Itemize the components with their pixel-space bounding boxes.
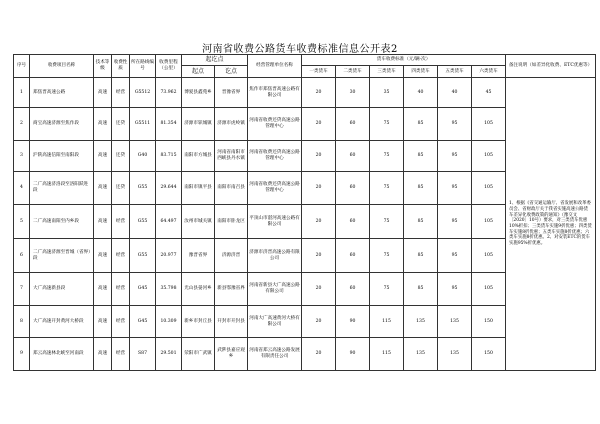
cell-seq: 1 bbox=[14, 78, 30, 108]
cell-name: 大广高速开封黄河大桥段 bbox=[30, 306, 94, 338]
header-cls3: 三类货车 bbox=[370, 66, 404, 78]
cell-cls1: 20 bbox=[302, 172, 336, 205]
cell-cls1: 20 bbox=[302, 108, 336, 141]
cell-nature: 经营 bbox=[112, 306, 130, 338]
cell-seq: 5 bbox=[14, 205, 30, 239]
cell-mileage: 81.354 bbox=[156, 108, 182, 141]
cell-cls3: 75 bbox=[370, 141, 404, 172]
cell-mileage: 35.798 bbox=[156, 273, 182, 306]
cell-start: 汝州市城关镇 bbox=[182, 205, 215, 239]
cell-mileage: 64.497 bbox=[156, 205, 182, 239]
cell-cls3: 75 bbox=[370, 239, 404, 273]
cell-cls4: 85 bbox=[404, 108, 438, 141]
cell-cls6: 105 bbox=[472, 239, 506, 273]
cell-cls1: 20 bbox=[302, 273, 336, 306]
cell-start: 新乡市封丘县 bbox=[182, 306, 215, 338]
cell-cls5: 95 bbox=[438, 273, 472, 306]
header-standard: 货车收费标准（元/辆·次） bbox=[302, 55, 506, 66]
header-tech: 技术等级 bbox=[94, 55, 112, 78]
cell-cls1: 20 bbox=[302, 78, 336, 108]
cell-operator: 河南大广高速黄河大桥有限公司 bbox=[248, 306, 302, 338]
cell-seq: 6 bbox=[14, 239, 30, 273]
cell-operator: 焦作市郑焦晋高速公路有限公司 bbox=[248, 78, 302, 108]
header-cls1: 一类货车 bbox=[302, 66, 336, 78]
cell-cls4: 135 bbox=[404, 306, 438, 338]
cell-route: G55 bbox=[130, 172, 156, 205]
cell-start: 荥阳市广武镇 bbox=[182, 338, 215, 371]
cell-route: S87 bbox=[130, 338, 156, 371]
cell-cls1: 20 bbox=[302, 205, 336, 239]
cell-cls6: 105 bbox=[472, 172, 506, 205]
cell-cls2: 60 bbox=[336, 205, 370, 239]
cell-end: 晋豫省界 bbox=[215, 78, 248, 108]
table-row bbox=[14, 78, 596, 108]
cell-nature: 还贷 bbox=[112, 141, 130, 172]
cell-end: 河南省南阳市西峡县丹水镇 bbox=[215, 141, 248, 172]
cell-name: 大广高速新县段 bbox=[30, 273, 94, 306]
cell-cls1: 20 bbox=[302, 338, 336, 371]
cell-mileage: 10.309 bbox=[156, 306, 182, 338]
header-mileage: 收费里程（公里） bbox=[156, 55, 182, 78]
cell-cls5: 95 bbox=[438, 108, 472, 141]
cell-cls5: 95 bbox=[438, 205, 472, 239]
cell-cls6: 150 bbox=[472, 306, 506, 338]
cell-nature: 经营 bbox=[112, 338, 130, 371]
cell-cls5: 135 bbox=[438, 306, 472, 338]
cell-cls3: 75 bbox=[370, 273, 404, 306]
cell-cls2: 60 bbox=[336, 239, 370, 273]
header-end: 讫点 bbox=[215, 66, 248, 78]
cell-seq: 7 bbox=[14, 273, 30, 306]
cell-start: 豫晋省界 bbox=[182, 239, 215, 273]
cell-cls5: 40 bbox=[438, 78, 472, 108]
cell-operator: 河南省郑云高速公路发展有限责任公司 bbox=[248, 338, 302, 371]
cell-route: G5512 bbox=[130, 78, 156, 108]
cell-name: 二广高速济源至晋城（省界）段 bbox=[30, 239, 94, 273]
cell-mileage: 83.715 bbox=[156, 141, 182, 172]
cell-cls2: 60 bbox=[336, 172, 370, 205]
cell-cls5: 135 bbox=[438, 338, 472, 371]
cell-cls5: 95 bbox=[438, 239, 472, 273]
cell-cls1: 20 bbox=[302, 141, 336, 172]
cell-cls4: 85 bbox=[404, 205, 438, 239]
cell-cls3: 75 bbox=[370, 205, 404, 239]
cell-seq: 8 bbox=[14, 306, 30, 338]
cell-cls6: 105 bbox=[472, 205, 506, 239]
cell-operator: 河南省新县大广高速公路有限公司 bbox=[248, 273, 302, 306]
cell-operator: 河南省收费还贷高速公路管理中心 bbox=[248, 141, 302, 172]
cell-end: 南阳市南召县 bbox=[215, 172, 248, 205]
cell-cls3: 75 bbox=[370, 108, 404, 141]
header-cls2: 二类货车 bbox=[336, 66, 370, 78]
cell-mileage: 29.501 bbox=[156, 338, 182, 371]
cell-cls2: 90 bbox=[336, 306, 370, 338]
header-remark: 备注说明（如差异化收费、ETC优惠等） bbox=[506, 55, 596, 78]
cell-cls2: 60 bbox=[336, 108, 370, 141]
cell-end: 新县鄂豫省界 bbox=[215, 273, 248, 306]
cell-cls2: 90 bbox=[336, 338, 370, 371]
cell-cls5: 95 bbox=[438, 141, 472, 172]
cell-tech: 高速 bbox=[94, 239, 112, 273]
cell-cls1: 20 bbox=[302, 306, 336, 338]
cell-tech: 高速 bbox=[94, 205, 112, 239]
cell-name: 二广高速南阳至内乡段 bbox=[30, 205, 94, 239]
cell-cls1: 20 bbox=[302, 239, 336, 273]
cell-nature: 还贷 bbox=[112, 172, 130, 205]
cell-end: 武陟县嘉应观乡 bbox=[215, 338, 248, 371]
cell-cls6: 105 bbox=[472, 273, 506, 306]
table-body bbox=[14, 78, 596, 371]
cell-cls4: 85 bbox=[404, 239, 438, 273]
header-route: 所在路线编号 bbox=[130, 55, 156, 78]
cell-seq: 2 bbox=[14, 108, 30, 141]
cell-cls4: 40 bbox=[404, 78, 438, 108]
cell-tech: 高速 bbox=[94, 306, 112, 338]
cell-cls2: 60 bbox=[336, 273, 370, 306]
header-nature: 收费性质 bbox=[112, 55, 130, 78]
cell-tech: 高速 bbox=[94, 141, 112, 172]
cell-seq: 4 bbox=[14, 172, 30, 205]
cell-mileage: 20.977 bbox=[156, 239, 182, 273]
cell-nature: 经营 bbox=[112, 78, 130, 108]
cell-seq: 9 bbox=[14, 338, 30, 371]
cell-tech: 高速 bbox=[94, 172, 112, 205]
cell-operator: 平顶山市湛河高速公路有限公司 bbox=[248, 205, 302, 239]
cell-cls3: 115 bbox=[370, 338, 404, 371]
cell-cls2: 60 bbox=[336, 141, 370, 172]
cell-name: 郑云高速林北峡至河南段 bbox=[30, 338, 94, 371]
cell-name: 沪陕高速信阳至南阳段 bbox=[30, 141, 94, 172]
cell-name: 二广高速济洛段至洛阳跃进段 bbox=[30, 172, 94, 205]
cell-cls6: 45 bbox=[472, 78, 506, 108]
cell-mileage: 29.644 bbox=[156, 172, 182, 205]
cell-route: G5511 bbox=[130, 108, 156, 141]
cell-tech: 高速 bbox=[94, 108, 112, 141]
cell-route: G40 bbox=[130, 141, 156, 172]
cell-start: 济源市轵城镇 bbox=[182, 108, 215, 141]
cell-end: 济源市虎岭镇 bbox=[215, 108, 248, 141]
cell-nature: 经营 bbox=[112, 273, 130, 306]
cell-remark: 1、根据《省交通运输厅、省发展和改革委员会、省财政厅关于我省实施高速公路货车差异化收费政策的通知》（豫交文〔2020〕10号）要求，对三类货车优惠10%折扣；三类货车实施9折优惠；四类货车实施8折优惠；五类车实施8折优惠；六类车实施8折优惠。2、对安装ETC的货车实施95%折优惠。 bbox=[506, 78, 596, 371]
cell-tech: 高速 bbox=[94, 273, 112, 306]
cell-name: 商宝高速济源至焦作段 bbox=[30, 108, 94, 141]
cell-cls2: 30 bbox=[336, 78, 370, 108]
cell-cls4: 85 bbox=[404, 141, 438, 172]
cell-cls3: 115 bbox=[370, 306, 404, 338]
cell-operator: 河南省收费还贷高速公路管理中心 bbox=[248, 172, 302, 205]
header-endpoints: 起讫点 bbox=[182, 55, 248, 66]
cell-cls6: 150 bbox=[472, 338, 506, 371]
header-cls4: 四类货车 bbox=[404, 66, 438, 78]
cell-end: 济源济晋 bbox=[215, 239, 248, 273]
cell-cls6: 105 bbox=[472, 141, 506, 172]
cell-nature: 经营 bbox=[112, 205, 130, 239]
cell-tech: 高速 bbox=[94, 78, 112, 108]
header-cls5: 五类货车 bbox=[438, 66, 472, 78]
cell-nature: 经营 bbox=[112, 239, 130, 273]
cell-mileage: 73.962 bbox=[156, 78, 182, 108]
cell-cls3: 35 bbox=[370, 78, 404, 108]
cell-route: G45 bbox=[130, 273, 156, 306]
header-name: 收费项目名称 bbox=[30, 55, 94, 78]
cell-cls4: 85 bbox=[404, 273, 438, 306]
cell-route: G45 bbox=[130, 306, 156, 338]
fee-table bbox=[13, 54, 596, 371]
cell-operator: 济源市济晋高速公路有限公司 bbox=[248, 239, 302, 273]
cell-start: 南阳市镇平县 bbox=[182, 172, 215, 205]
cell-route: G55 bbox=[130, 239, 156, 273]
header-operator: 经营管理单位名称 bbox=[248, 55, 302, 78]
cell-seq: 3 bbox=[14, 141, 30, 172]
cell-start: 光山县晏河乡 bbox=[182, 273, 215, 306]
cell-start: 博爱县鑫苑乡 bbox=[182, 78, 215, 108]
cell-end: 开封市开封县 bbox=[215, 306, 248, 338]
cell-end: 南阳市卧龙区 bbox=[215, 205, 248, 239]
cell-start: 南阳市方城县 bbox=[182, 141, 215, 172]
cell-cls6: 105 bbox=[472, 108, 506, 141]
page-title: 河南省收费公路货车收费标准信息公开表2 bbox=[202, 44, 398, 55]
header-cls6: 六类货车 bbox=[472, 66, 506, 78]
cell-cls4: 135 bbox=[404, 338, 438, 371]
cell-cls3: 75 bbox=[370, 172, 404, 205]
cell-route: G55 bbox=[130, 205, 156, 239]
header-seq: 序号 bbox=[14, 55, 30, 78]
header-start: 起点 bbox=[182, 66, 215, 78]
cell-operator: 河南省收费还贷高速公路管理中心 bbox=[248, 108, 302, 141]
cell-nature: 还贷 bbox=[112, 108, 130, 141]
cell-name: 郑焦晋高速公路 bbox=[30, 78, 94, 108]
cell-cls5: 95 bbox=[438, 172, 472, 205]
cell-cls4: 85 bbox=[404, 172, 438, 205]
cell-tech: 高速 bbox=[94, 338, 112, 371]
